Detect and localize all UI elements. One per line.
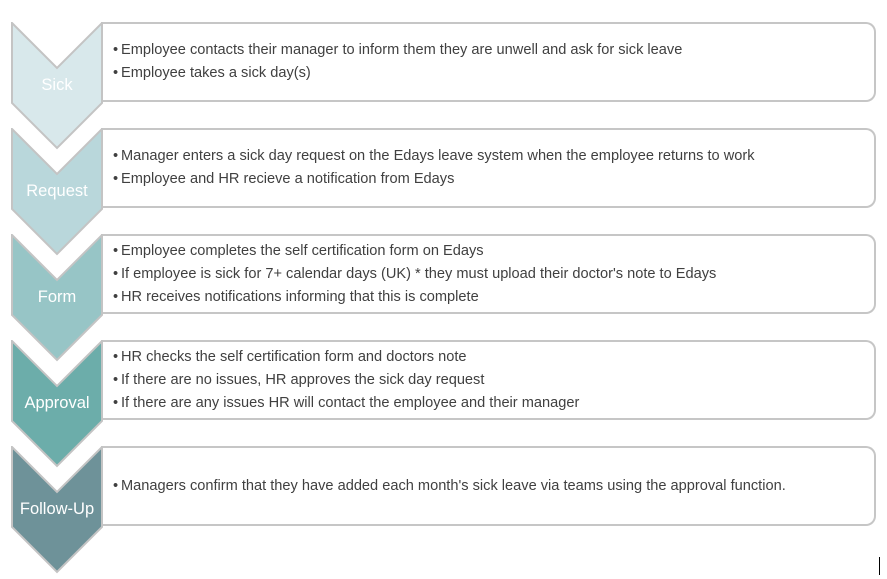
step-3-label: Form bbox=[37, 288, 77, 306]
text-cursor bbox=[879, 557, 880, 575]
step-4-bullet-3: • If there are any issues HR will contact the employee and their manager bbox=[113, 392, 860, 415]
step-3-description-box bbox=[101, 234, 876, 314]
step-2-bullet-list bbox=[113, 145, 860, 191]
step-1-bullet-2: • Employee takes a sick day(s) bbox=[113, 62, 860, 85]
step-5-bullet-list bbox=[113, 476, 860, 496]
step-1-label: Sick bbox=[41, 76, 73, 94]
step-3-bullet-1: • Employee completes the self certification form on Edays bbox=[113, 240, 860, 263]
step-4-bullet-2: • If there are no issues, HR approves the sick day request bbox=[113, 369, 860, 392]
step-4-label: Approval bbox=[24, 394, 90, 412]
step-5-bullet-1: • Managers confirm that they have added each month's sick leave via teams using the approval function. bbox=[113, 476, 860, 496]
step-3-bullet-2: • If employee is sick for 7+ calendar days (UK) * they must upload their doctor's note to Edays bbox=[113, 263, 860, 286]
step-4-bullet-1: • HR checks the self certification form and doctors note bbox=[113, 346, 860, 369]
step-3-bullet-list bbox=[113, 240, 860, 309]
step-5-chevron bbox=[11, 446, 103, 574]
step-1-bullet-1: • Employee contacts their manager to inform them they are unwell and ask for sick leave bbox=[113, 39, 860, 62]
step-2-description-box bbox=[101, 128, 876, 208]
step-2-bullet-1: • Manager enters a sick day request on the Edays leave system when the employee returns to work bbox=[113, 145, 860, 168]
step-5-label: Follow-Up bbox=[19, 500, 95, 518]
step-2-label: Request bbox=[26, 182, 88, 200]
step-1-description-box bbox=[101, 22, 876, 102]
step-4-bullet-list bbox=[113, 346, 860, 415]
step-4-description-box bbox=[101, 340, 876, 420]
step-3-bullet-3: • HR receives notifications informing that this is complete bbox=[113, 286, 860, 309]
step-5-description-box bbox=[101, 446, 876, 526]
step-2-bullet-2: • Employee and HR recieve a notification from Edays bbox=[113, 168, 860, 191]
step-1-bullet-list bbox=[113, 39, 860, 85]
